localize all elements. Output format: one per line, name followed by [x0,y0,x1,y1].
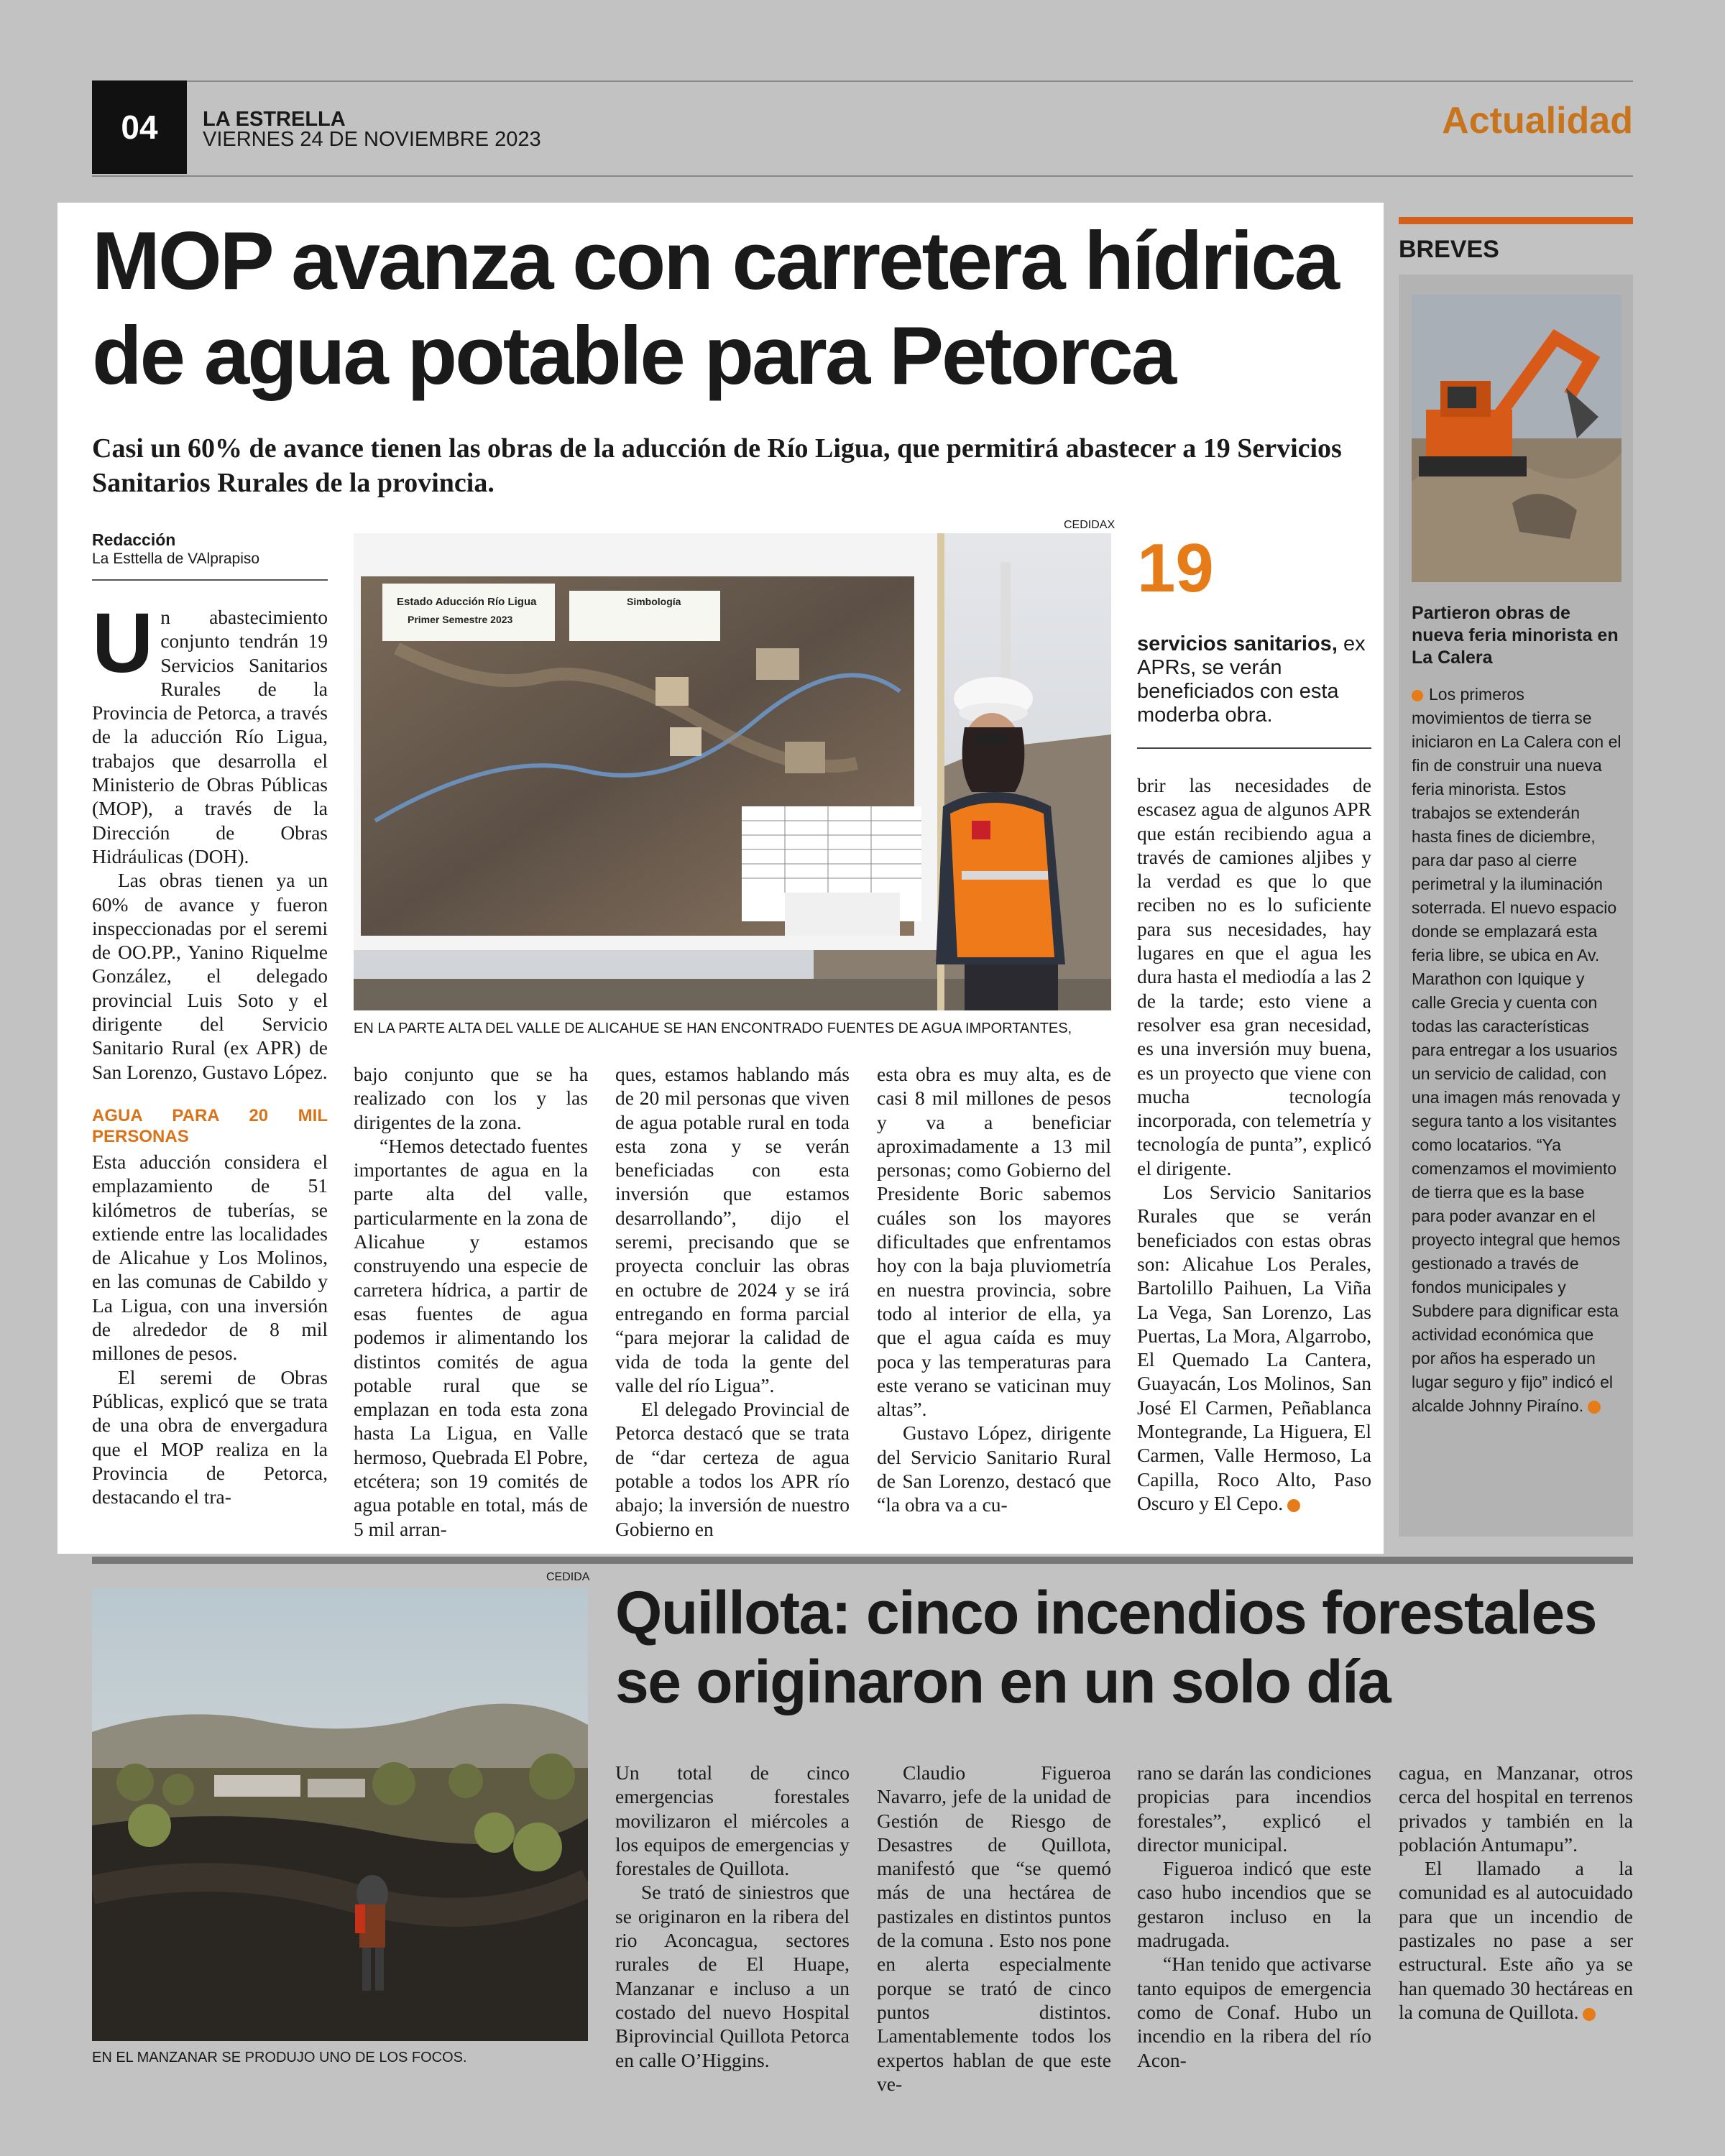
issue-date: VIERNES 24 DE NOVIEMBRE 2023 [203,128,541,151]
article-headline: MOP avanza con carretera hídrica de agua potable para Petorca [92,216,1338,402]
paragraph: bajo conjunto que se ha realizado con los y las dirigentes de la zona. [354,1063,588,1133]
paragraph: “Hemos detectado fuentes importantes de agua en la parte alta del valle, particularmente en la zona de Alicahue y estamos construyendo una especie de carretera hídrica, a partir de esas fuentes de agua podemos ir alimentando los distintos comités de agua potable rural que se emplazan en toda esta zona hasta La Ligua, en Valle hermoso, Quebrada El Pobre, etcétera; son 19 comités de agua potable en total, más de 5 mil arran- [354,1134,588,1540]
quillota-column-3 [1137,1761,1371,2072]
paragraph: esta obra es muy alta, es de casi 8 mil millones de pesos y va a beneficiar aproximadamente a 13 mil personas; como Gobierno del Presidente Boric sabemos cuáles son los mayores dificultades que enfrentamos hoy con la baja pluviometría en nuestra provincia, sobre todo al interior de ella, ya que el agua caída es muy poca y las temperaturas para este verano se vaticinan muy altas”. [877,1063,1111,1421]
breves-body: Los primeros movimientos de tierra se iniciaron en La Calera con el fin de construir una nueva feria minorista. Estos trabajos se extenderán hasta fines de diciembre, para dar paso al cierre perimetral y la iluminación soterrada. El nuevo espacio donde se emplazará esta feria libre, se ubica en Av. Marathon con Iquique y calle Grecia y cuenta con todas las características para entregar a los usuarios un servicio de calidad, con una imagen más renovada y segura tanto a los visitantes como locatarios. “Ya comenzamos el movimiento de tierra que es la base para poder avanzar en el proyecto integral que hemos gestionado a través de fondos municipales y Subdere para dignificar esta actividad económica que por años ha esperado un lugar seguro y fijo” indicó el alcalde Johnny Piraíno. [1412,685,1622,1415]
bullet-icon [1412,690,1423,701]
paragraph: n abastecimiento conjunto tendrán 19 Servicios Sanitarios Rurales de la Provincia de Petorca, a través de la aducción Río Ligua, trabajos que desarrolla el Ministerio de Obras Públicas (MOP), a través de la Dirección de Obras Hidráulicas (DOH). [92,606,328,867]
paragraph-text: Los Servicio Sanitarios Rurales que se verán beneficiados con estas obras son: Alicahue Los Perales, Bartolillo Paihuen, La Viña La Vega, San Lorenzo, Las Puertas, La Mora, Algarrobo, El Quemado La Cantera, Guayacán, Los Molinos, San José El Carmen, Peñablanca Montegrande, La Higuera, El Carmen, Valle Hermoso, La Capilla, Roco Alto, Paso Oscuro y El Cepo. [1137,1181,1371,1514]
board-title: Estado Aducción Río Ligua [397,596,537,608]
highlight-body: ex APRs, se verán beneficiados con esta moderba obra. [1137,632,1366,727]
quillota-column-1 [615,1761,850,2072]
quillota-column-4 [1399,1761,1633,2024]
highlight-number: 19 [1137,530,1214,607]
end-mark-icon [1287,1499,1300,1512]
article-column-4 [877,1062,1111,1517]
breves-title: Partieron obras de nueva feria minorista en La Calera [1412,603,1619,668]
paragraph: Las obras tienen ya un 60% de avance y fueron inspeccionadas por el seremi de OO.PP., Yanino Riquelme González, el delegado provincial Luis Soto y el dirigente del Servicio Sanitario Rural (ex APR) de San Lorenzo, Gustavo López. [92,869,328,1083]
article-column-5 [1137,773,1371,1515]
paragraph: cagua, en Manzanar, otros cerca del hospital en terrenos privados y también en la población Antumapu”. [1399,1761,1633,1856]
article-column-1 [92,596,328,1508]
paragraph: Figueroa indicó que este caso hubo incendios que se gestaron incluso en la madrugada. [1137,1857,1371,1952]
paragraph [1137,1180,1371,1515]
photo-caption: EN EL MANZANAR SE PRODUJO UNO DE LOS FOCOS. [92,2050,467,2065]
paragraph: ques, estamos hablando más de 20 mil personas que viven de agua potable rural en toda esta zona y se verán beneficiadas con esta inversión que estamos desarrollando”, dijo el seremi, precisando que se proyecta concluir las obras en octubre de 2024 y se irá entregando en forma parcial “para mejorar la calidad de vida de toda la gente del valle del río Ligua”. [615,1063,850,1396]
article-column-3 [615,1062,850,1541]
paragraph: “Han tenido que activarse tanto equipos de emergencia como de Conaf. Hubo un incendio en la ribera del río Acon- [1137,1953,1371,2071]
highlight-bold: servicios sanitarios, [1137,632,1338,655]
paragraph-text: El llamado a la comunidad es al autocuidado para que un incendio de pastizales no pase a ser estructural. Este año ya se han quemado 30 hectáreas en la comuna de Quillota. [1399,1857,1633,2023]
byline-sub: La Esttella de VAlprapiso [92,550,260,567]
end-mark-icon [1583,2008,1596,2021]
paragraph: El seremi de Obras Públicas, explicó que se trata de una obra de envergadura que el MOP realiza en la Provincia de Petorca, destacando el tra- [92,1365,328,1508]
paragraph: El delegado Provincial de Petorca destacó que se trata de “dar certeza de agua potable a todos los APR río abajo; la inversión de nuestro Gobierno en [615,1398,850,1540]
header-top-rule [92,80,1633,82]
section-divider [92,1557,1633,1564]
fire-scene-illustration [92,1588,588,2041]
page-number: 04 [92,80,187,174]
article-photo [354,533,1111,1010]
article-headline: Quillota: cinco incendios forestales se originaron en un solo día [615,1579,1596,1715]
board-title-box [382,584,555,641]
paragraph: rano se darán las condiciones propicias para incendios forestales”, explicó el director municipal. [1137,1761,1371,1856]
photo-illustration [354,533,1111,1010]
highlight-text [1137,632,1381,727]
header-bottom-rule [92,175,1633,177]
paragraph: brir las necesidades de escasez agua de algunos APR que están recibiendo agua a través de camiones aljibes y la verdad es que lo que reciben no es lo suficiente para sus necesidades, hay lugares en que el agua les dura hasta el mediodía a las 2 de la tarde; esto viene a resolver esa gran necesidad, es una inversión muy buena, es un proyecto que viene con mucha tecnología incorporada, con telemetría y tecnología de punta”, explicó el dirigente. [1137,774,1371,1179]
paragraph: Un total de cinco emergencias forestales movilizaron el miércoles a los equipos de emergencias y forestales de Quillota. [615,1761,850,1880]
quillota-column-2 [877,1761,1111,2096]
article-photo [92,1588,588,2041]
byline: Redacción [92,530,176,549]
paragraph: Claudio Figueroa Navarro, jefe de la unidad de Gestión de Riesgo de Desastres de Quillota, manifestó que “se quemó más de una hectárea de pastizales en distintos puntos de la comuna . Esto nos pone en alerta especialmente porque se trató de cinco puntos distintos. Lamentablemente todos los expertos hablan de que este ve- [877,1761,1111,2095]
breves-photo [1412,295,1622,582]
board-subtitle: Primer Semestre 2023 [408,614,513,625]
photo-caption: EN LA PARTE ALTA DEL VALLE DE ALICAHUE SE HAN ENCONTRADO FUENTES DE AGUA IMPORTANTES, [354,1021,1072,1036]
paragraph: Se trató de siniestros que se originaron en la ribera del rio Aconcagua, sectores rurales de El Huape, Manzanar e incluso a un costado del nuevo Hospital Biprovincial Quillota Petorca en calle O’Higgins. [615,1881,850,2071]
article-column-2 [354,1062,588,1541]
breves-accent-bar [1399,217,1633,224]
paragraph: Gustavo López, dirigente del Servicio Sanitario Rural de San Lorenzo, destacó que “la obra va a cu- [877,1422,1111,1516]
byline-rule [92,579,328,581]
end-mark-icon [1588,1401,1601,1414]
section-name: Actualidad [1442,100,1633,142]
subheading: AGUA PARA 20 MIL PERSONAS [92,1105,328,1146]
paragraph [1399,1856,1633,2024]
newspaper-name: LA ESTRELLA [203,108,346,131]
highlight-rule [1137,747,1371,749]
photo-credit: CEDIDA [546,1571,590,1583]
photo-credit: CEDIDAX [1064,519,1116,531]
paragraph: Esta aducción considera el emplazamiento de 51 kilómetros de tuberías, se extiende entre las localidades de Alicahue y Los Molinos, en las comunas de Cabildo y La Ligua, con una inversión de alrededor de 8 mil millones de pesos. [92,1150,328,1365]
drop-cap: U [92,596,154,691]
breves-text [1412,683,1622,1418]
board-legend-title: Simbología [627,596,681,607]
breves-label: BREVES [1399,236,1499,263]
excavator-illustration [1412,295,1622,582]
article-deck: Casi un 60% de avance tienen las obras de la aducción de Río Ligua, que permitirá abastecer a 19 Servicios Sanitarios Rurales de la provincia. [92,433,1342,498]
